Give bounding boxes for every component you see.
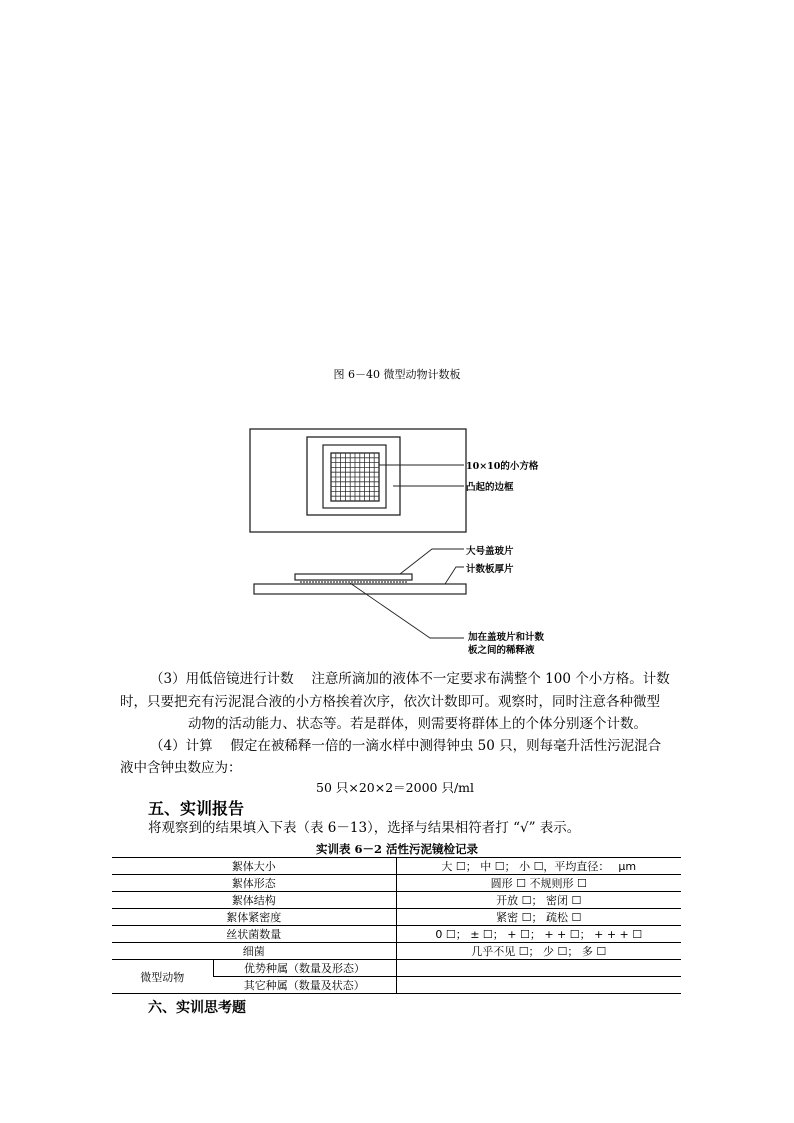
para-3-line-2: 时，只要把充有污泥混合液的小方格挨着次序，依次计数即可。观察时，同时注意各种微型 bbox=[120, 694, 660, 710]
row-label: 絮体紧密度 bbox=[112, 909, 396, 926]
label-liquid-2: 板之间的稀释液 bbox=[468, 645, 535, 656]
section-6-heading: 六、实训思考题 bbox=[148, 1000, 246, 1016]
table-row bbox=[112, 943, 681, 960]
table-row bbox=[112, 858, 681, 875]
inspection-record-table bbox=[112, 857, 681, 994]
section-5-instruction: 将观察到的结果填入下表（表 6－13），选择与结果相符者打 “√” 表示。 bbox=[148, 820, 581, 836]
para-4-line-2: 液中含钟虫数应为： bbox=[120, 760, 242, 776]
table-row bbox=[112, 926, 681, 943]
row-value: 大 ☐； 中 ☐； 小 ☐，平均直径： μm bbox=[396, 858, 681, 875]
table-row bbox=[112, 875, 681, 892]
grid-10x10 bbox=[331, 453, 379, 501]
row-label: 絮体结构 bbox=[112, 892, 396, 909]
table-row bbox=[112, 909, 681, 926]
row-label: 絮体形态 bbox=[112, 875, 396, 892]
row-value: 几乎不见 ☐； 少 ☐； 多 ☐ bbox=[396, 943, 681, 960]
row-value-empty[interactable] bbox=[396, 960, 681, 977]
table-row bbox=[112, 892, 681, 909]
label-cover-slip: 大号盖玻片 bbox=[466, 546, 514, 557]
counting-chamber-figure bbox=[240, 422, 570, 654]
label-plate: 计数板厚片 bbox=[466, 564, 514, 575]
row-label: 丝状菌数量 bbox=[112, 926, 396, 943]
row-label: 优势种属（数量及形态） bbox=[213, 960, 396, 977]
para-3-line-3: 动物的活动能力、状态等。若是群体，则需要将群体上的个体分别逐个计数。 bbox=[188, 716, 647, 732]
label-grid: 10×10的小方格 bbox=[466, 461, 539, 472]
para-4-line-1: （4）计算 假定在被稀释一倍的一滴水样中测得钟虫 50 只，则每毫升活性污泥混合 bbox=[150, 738, 662, 754]
row-value: 圆形 ☐ 不规则形 ☐ bbox=[396, 875, 681, 892]
table-row bbox=[112, 960, 681, 977]
row-value-empty[interactable] bbox=[396, 977, 681, 994]
micro-group-label: 微型动物 bbox=[112, 960, 213, 994]
plate-side bbox=[254, 584, 466, 594]
row-label: 絮体大小 bbox=[112, 858, 396, 875]
figure-caption: 图 6－40 微型动物计数板 bbox=[333, 368, 461, 381]
para-3-line-1: （3）用低倍镜进行计数 注意所滴加的液体不一定要求布满整个 100 个小方格。计数 bbox=[150, 671, 670, 687]
row-value: 0 ☐； ± ☐； + ☐； + + ☐； + + + ☐ bbox=[396, 926, 681, 943]
row-label: 细菌 bbox=[112, 943, 396, 960]
label-frame: 凸起的边框 bbox=[466, 482, 514, 493]
formula: 50 只×20×2＝2000 只/ml bbox=[316, 780, 475, 795]
section-5-heading: 五、实训报告 bbox=[148, 799, 245, 818]
cover-slip-side bbox=[295, 574, 412, 580]
label-liquid-1: 加在盖玻片和计数 bbox=[468, 632, 545, 643]
row-label: 其它种属（数量及状态） bbox=[213, 977, 396, 994]
row-value: 开放 ☐； 密闭 ☐ bbox=[396, 892, 681, 909]
row-value: 紧密 ☐； 疏松 ☐ bbox=[396, 909, 681, 926]
table-title: 实训表 6－2 活性污泥镜检记录 bbox=[315, 842, 478, 856]
